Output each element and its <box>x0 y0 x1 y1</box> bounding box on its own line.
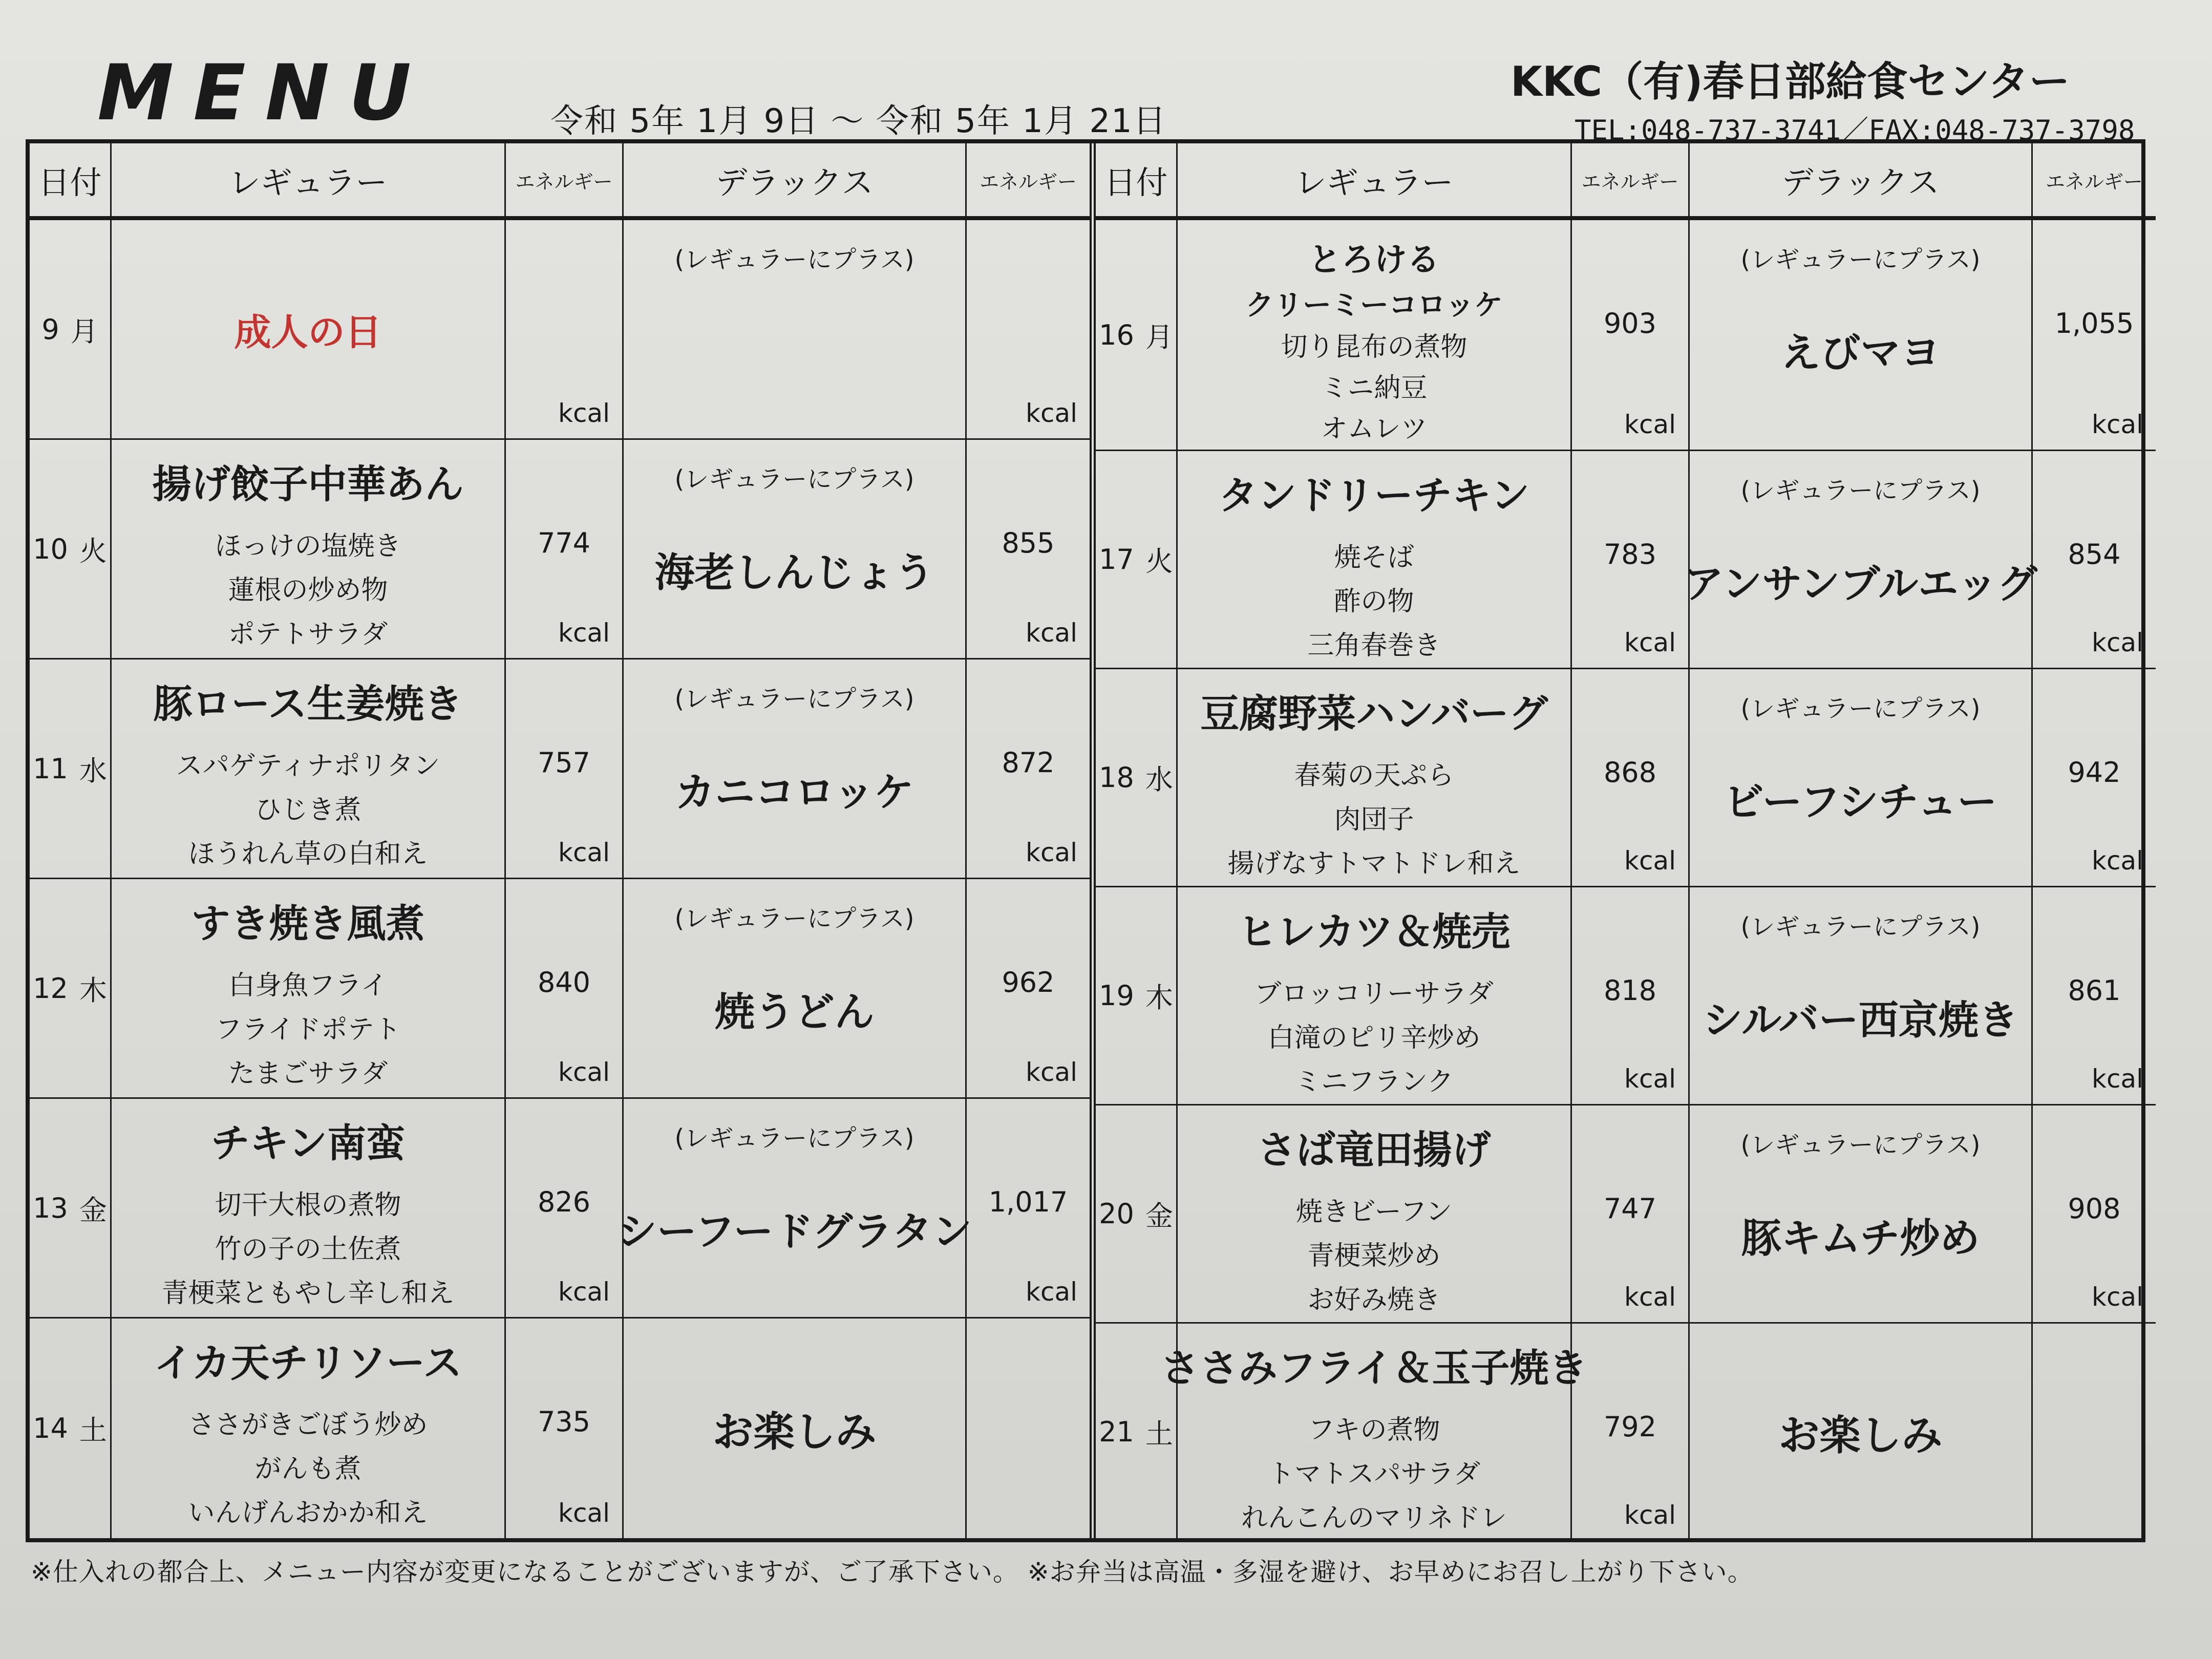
kcal-unit: kcal <box>558 1057 610 1087</box>
menu-table <box>26 139 2145 1542</box>
regular-side-dish: 蓮根の炒め物 <box>228 575 388 606</box>
deluxe-note: (レギュラーにプラス) <box>674 245 914 274</box>
day-number: 17 <box>1099 543 1134 576</box>
regular-energy-cell <box>506 220 624 440</box>
regular-side-dish: 青梗菜ともやし辛し和え <box>161 1278 455 1309</box>
header-deluxe-energy: エネルギー <box>2033 143 2156 220</box>
deluxe-energy-value: 942 <box>2068 756 2121 789</box>
header-energy: エネルギー <box>1572 143 1690 220</box>
deluxe-energy-value: 861 <box>2068 974 2121 1007</box>
day-number: 11 <box>33 752 68 785</box>
menu-period: 令和 5年 1月 9日 〜 令和 5年 1月 21日 <box>550 102 1167 140</box>
regular-main-dish: イカ天チリソース <box>154 1340 462 1386</box>
regular-energy-value: 818 <box>1603 974 1657 1007</box>
regular-energy-cell <box>506 1099 624 1318</box>
regular-cell <box>112 220 506 440</box>
deluxe-energy-value: 1,017 <box>988 1186 1068 1218</box>
deluxe-energy-cell <box>2033 1105 2156 1324</box>
footer-note: ※仕入れの都合上、メニュー内容が変更になることがございますが、ご了承下さい。 ※お弁当は高温・多湿を避け、お早めにお召し上がり下さい。 <box>31 1557 1754 1587</box>
header-deluxe-energy: エネルギー <box>967 143 1090 220</box>
regular-side-dish: 白滝のピリ辛炒め <box>1267 1023 1481 1053</box>
deluxe-energy-cell <box>967 440 1090 660</box>
deluxe-cell <box>1690 1105 2033 1324</box>
regular-energy-cell <box>1572 887 1690 1105</box>
regular-side-dish: ひじき煮 <box>254 795 361 825</box>
regular-energy-cell <box>1572 451 1690 669</box>
weekday: 水 <box>79 754 107 787</box>
header-deluxe: デラックス <box>1690 143 2033 220</box>
kcal-unit: kcal <box>1026 398 1077 428</box>
deluxe-dish: シルバー西京焼き <box>1703 997 2018 1044</box>
kcal-unit: kcal <box>1624 1064 1676 1094</box>
date-cell <box>30 1318 112 1538</box>
day-number: 12 <box>33 972 68 1005</box>
date-cell <box>30 440 112 660</box>
deluxe-dish: 海老しんじょう <box>654 550 934 596</box>
regular-energy-value: 774 <box>537 527 591 559</box>
regular-side-dish: ささがきごぼう炒め <box>188 1410 428 1440</box>
date-cell <box>1096 451 1178 669</box>
kcal-unit: kcal <box>558 838 610 867</box>
weekday: 金 <box>79 1194 107 1226</box>
deluxe-cell <box>1690 887 2033 1105</box>
regular-main-dish: すき焼き風煮 <box>191 901 425 946</box>
regular-main-dish: ヒレカツ＆焼売 <box>1238 909 1511 954</box>
deluxe-dish: シーフードグラタン <box>616 1209 972 1255</box>
menu-table-right <box>1096 143 2156 1538</box>
regular-main-dish: さば竜田揚げ <box>1257 1127 1491 1173</box>
day-number: 19 <box>1099 980 1134 1012</box>
regular-side-dish: 肉団子 <box>1334 804 1414 835</box>
weekday: 月 <box>1145 321 1173 353</box>
deluxe-dish: えびマヨ <box>1780 330 1941 376</box>
deluxe-energy-value: 908 <box>2068 1193 2121 1225</box>
regular-side-dish: ミニフランク <box>1294 1067 1454 1097</box>
deluxe-cell <box>1690 669 2033 887</box>
weekday: 金 <box>1145 1200 1173 1232</box>
deluxe-energy-value: 872 <box>1002 747 1055 779</box>
day-number: 16 <box>1099 318 1134 351</box>
deluxe-energy-cell <box>2033 887 2156 1105</box>
regular-cell <box>1178 669 1572 887</box>
regular-side-dish: 切り昆布の煮物 <box>1281 332 1467 363</box>
weekday: 木 <box>79 974 107 1007</box>
regular-side-dish: 竹の子の土佐煮 <box>215 1234 401 1265</box>
company-contact: TEL:048-737-3741／FAX:048-737-3798 <box>1575 114 2135 146</box>
kcal-unit: kcal <box>1624 1282 1676 1312</box>
regular-side-dish: お好み焼き <box>1307 1285 1441 1315</box>
kcal-unit: kcal <box>1624 846 1676 876</box>
deluxe-dish: カニコロッケ <box>675 770 914 816</box>
weekday: 月 <box>70 315 98 348</box>
day-number: 20 <box>1099 1198 1134 1230</box>
kcal-unit: kcal <box>1026 618 1077 648</box>
kcal-unit: kcal <box>1026 1057 1077 1087</box>
deluxe-energy-cell <box>967 1099 1090 1318</box>
day-number: 13 <box>33 1192 68 1224</box>
regular-side-dish: 焼きビーフン <box>1295 1197 1453 1227</box>
deluxe-note: (レギュラーにプラス) <box>1740 1131 1981 1159</box>
deluxe-energy-cell <box>967 879 1090 1099</box>
regular-cell <box>112 1318 506 1538</box>
deluxe-note: (レギュラーにプラス) <box>1740 245 1981 274</box>
regular-cell <box>112 1099 506 1318</box>
date-cell <box>30 660 112 879</box>
kcal-unit: kcal <box>1026 838 1077 867</box>
regular-side-dish: トマトスパサラダ <box>1268 1459 1480 1490</box>
day-number: 14 <box>33 1412 68 1444</box>
company-name: KKC（有)春日部給食センター <box>1511 58 2070 105</box>
regular-energy-value: 826 <box>537 1186 591 1218</box>
regular-energy-cell <box>506 660 624 879</box>
weekday: 木 <box>1145 982 1173 1014</box>
regular-side-dish: ポテトサラダ <box>228 619 388 650</box>
kcal-unit: kcal <box>1624 410 1676 439</box>
deluxe-cell <box>624 440 967 660</box>
regular-side-dish: 三角春巻き <box>1307 630 1441 661</box>
deluxe-cell <box>624 1318 967 1538</box>
deluxe-energy-cell <box>2033 220 2156 451</box>
weekday: 火 <box>1145 545 1173 578</box>
regular-energy-cell <box>506 1318 624 1538</box>
deluxe-energy-value: 962 <box>1002 966 1055 998</box>
kcal-unit: kcal <box>558 1498 610 1528</box>
regular-side-dish: オムレツ <box>1321 414 1428 444</box>
regular-energy-cell <box>506 879 624 1099</box>
deluxe-cell <box>616 1099 972 1318</box>
regular-energy-value: 735 <box>537 1406 591 1438</box>
deluxe-note: (レギュラーにプラス) <box>1740 476 1981 505</box>
regular-side-dish: 焼そば <box>1334 542 1414 573</box>
header-date: 日付 <box>30 143 112 220</box>
kcal-unit: kcal <box>2092 410 2143 439</box>
regular-energy-value: 868 <box>1603 756 1657 789</box>
weekday: 土 <box>1145 1418 1173 1450</box>
regular-energy-value: 840 <box>537 966 591 998</box>
regular-side-dish: がんも煮 <box>254 1454 361 1484</box>
deluxe-energy-value: 1,055 <box>2054 307 2134 339</box>
header-deluxe: デラックス <box>624 143 967 220</box>
deluxe-note: (レギュラーにプラス) <box>1740 912 1981 941</box>
header-energy: エネルギー <box>506 143 624 220</box>
deluxe-energy-cell <box>967 1318 1090 1538</box>
regular-energy-cell <box>1572 1105 1690 1324</box>
regular-cell <box>1178 451 1572 669</box>
regular-side-dish: 青梗菜炒め <box>1307 1241 1441 1271</box>
header-regular: レギュラー <box>1178 143 1572 220</box>
deluxe-cell <box>1690 1324 2033 1540</box>
deluxe-dish: ビーフシチュー <box>1724 779 1997 825</box>
regular-energy-value: 757 <box>537 747 591 779</box>
regular-cell <box>112 879 506 1099</box>
deluxe-dish: アンサンブルエッグ <box>1684 561 2037 607</box>
regular-energy-value: 792 <box>1603 1411 1657 1443</box>
deluxe-energy-cell <box>2033 669 2156 887</box>
holiday-label: 成人の日 <box>234 311 382 354</box>
day-number: 9 <box>41 313 59 346</box>
deluxe-cell <box>624 879 967 1099</box>
regular-side-dish: フライドポテト <box>215 1014 401 1045</box>
header-date: 日付 <box>1096 143 1178 220</box>
regular-cell <box>112 440 506 660</box>
date-cell <box>1096 887 1178 1105</box>
date-cell <box>30 1099 112 1318</box>
regular-main-dish: チキン南蛮 <box>210 1120 406 1166</box>
regular-main-dish: タンドリーチキン <box>1218 473 1530 518</box>
regular-energy-cell <box>506 440 624 660</box>
regular-side-dish: スパゲティナポリタン <box>176 751 440 781</box>
deluxe-energy-cell <box>2033 451 2156 669</box>
regular-cell <box>1160 1324 1588 1540</box>
deluxe-energy-cell <box>967 220 1090 440</box>
regular-cell <box>1178 1105 1572 1324</box>
date-cell <box>1096 1105 1178 1324</box>
regular-main-dish: 揚げ餃子中華あん <box>152 461 464 507</box>
regular-energy-value: 747 <box>1603 1193 1657 1225</box>
deluxe-dish: 豚キムチ炒め <box>1741 1216 1980 1262</box>
regular-side-dish: ほうれん草の白和え <box>188 839 428 869</box>
regular-side-dish: 切干大根の煮物 <box>215 1190 401 1221</box>
deluxe-note: (レギュラーにプラス) <box>674 904 914 933</box>
regular-energy-cell <box>1572 1324 1690 1540</box>
kcal-unit: kcal <box>1624 1500 1676 1530</box>
kcal-unit: kcal <box>1624 628 1676 657</box>
regular-main-dish: ささみフライ＆玉子焼き <box>1160 1345 1588 1391</box>
regular-main-dish: 豚ロース生姜焼き <box>153 681 463 727</box>
day-number: 21 <box>1099 1416 1134 1448</box>
regular-side-dish: れんこんのマリネドレ <box>1241 1503 1507 1534</box>
day-number: 10 <box>33 533 68 565</box>
regular-cell <box>1178 220 1572 451</box>
regular-side-dish: フキの煮物 <box>1308 1415 1440 1445</box>
menu-logo: MENU <box>97 49 431 138</box>
regular-side-dish: 酢の物 <box>1334 586 1414 617</box>
date-cell <box>1096 220 1178 451</box>
weekday: 土 <box>79 1414 107 1447</box>
kcal-unit: kcal <box>1026 1277 1077 1307</box>
deluxe-cell <box>624 660 967 879</box>
deluxe-dish: お楽しみ <box>712 1408 877 1456</box>
day-number: 18 <box>1099 761 1134 794</box>
regular-side-dish: ほっけの塩焼き <box>215 531 401 562</box>
deluxe-dish: お楽しみ <box>1778 1412 1943 1459</box>
menu-table-left <box>30 143 1096 1538</box>
kcal-unit: kcal <box>2092 1064 2143 1094</box>
regular-side-dish: ブロッコリーサラダ <box>1254 979 1494 1009</box>
kcal-unit: kcal <box>558 1277 610 1307</box>
kcal-unit: kcal <box>2092 628 2143 657</box>
regular-main-dish: 豆腐野菜ハンバーグ <box>1200 691 1548 736</box>
deluxe-note: (レギュラーにプラス) <box>674 685 914 713</box>
kcal-unit: kcal <box>558 618 610 648</box>
regular-side-dish: ミニ納豆 <box>1321 373 1428 403</box>
deluxe-note: (レギュラーにプラス) <box>674 465 914 494</box>
regular-main-dish-line2: クリーミーコロッケ <box>1245 289 1503 322</box>
deluxe-energy-cell <box>967 660 1090 879</box>
regular-side-dish: 白身魚フライ <box>228 970 388 1001</box>
regular-side-dish: 揚げなすトマトドレ和え <box>1227 848 1521 879</box>
regular-energy-value: 783 <box>1603 538 1657 570</box>
regular-cell <box>1178 887 1572 1105</box>
deluxe-energy-value: 855 <box>1002 527 1055 559</box>
date-cell <box>30 879 112 1099</box>
header-regular: レギュラー <box>112 143 506 220</box>
deluxe-cell <box>1690 220 2033 451</box>
regular-side-dish: たまごサラダ <box>228 1058 388 1089</box>
regular-side-dish: 春菊の天ぷら <box>1294 760 1454 791</box>
regular-energy-value: 903 <box>1603 307 1657 339</box>
regular-energy-cell <box>1572 220 1690 451</box>
weekday: 水 <box>1145 763 1173 796</box>
weekday: 火 <box>79 535 107 567</box>
deluxe-dish: 焼うどん <box>714 989 875 1035</box>
deluxe-energy-cell <box>2033 1324 2156 1540</box>
regular-energy-cell <box>1572 669 1690 887</box>
kcal-unit: kcal <box>2092 1282 2143 1312</box>
kcal-unit: kcal <box>558 398 610 428</box>
deluxe-energy-value: 854 <box>2068 538 2121 570</box>
regular-side-dish: いんげんおかか和え <box>188 1498 428 1528</box>
deluxe-cell <box>624 220 967 440</box>
date-cell <box>30 220 112 440</box>
date-cell <box>1096 669 1178 887</box>
kcal-unit: kcal <box>2092 846 2143 876</box>
deluxe-cell <box>1684 451 2037 669</box>
regular-main-dish: とろける <box>1308 241 1440 279</box>
deluxe-note: (レギュラーにプラス) <box>674 1124 914 1153</box>
deluxe-note: (レギュラーにプラス) <box>1740 694 1981 723</box>
regular-cell <box>112 660 506 879</box>
